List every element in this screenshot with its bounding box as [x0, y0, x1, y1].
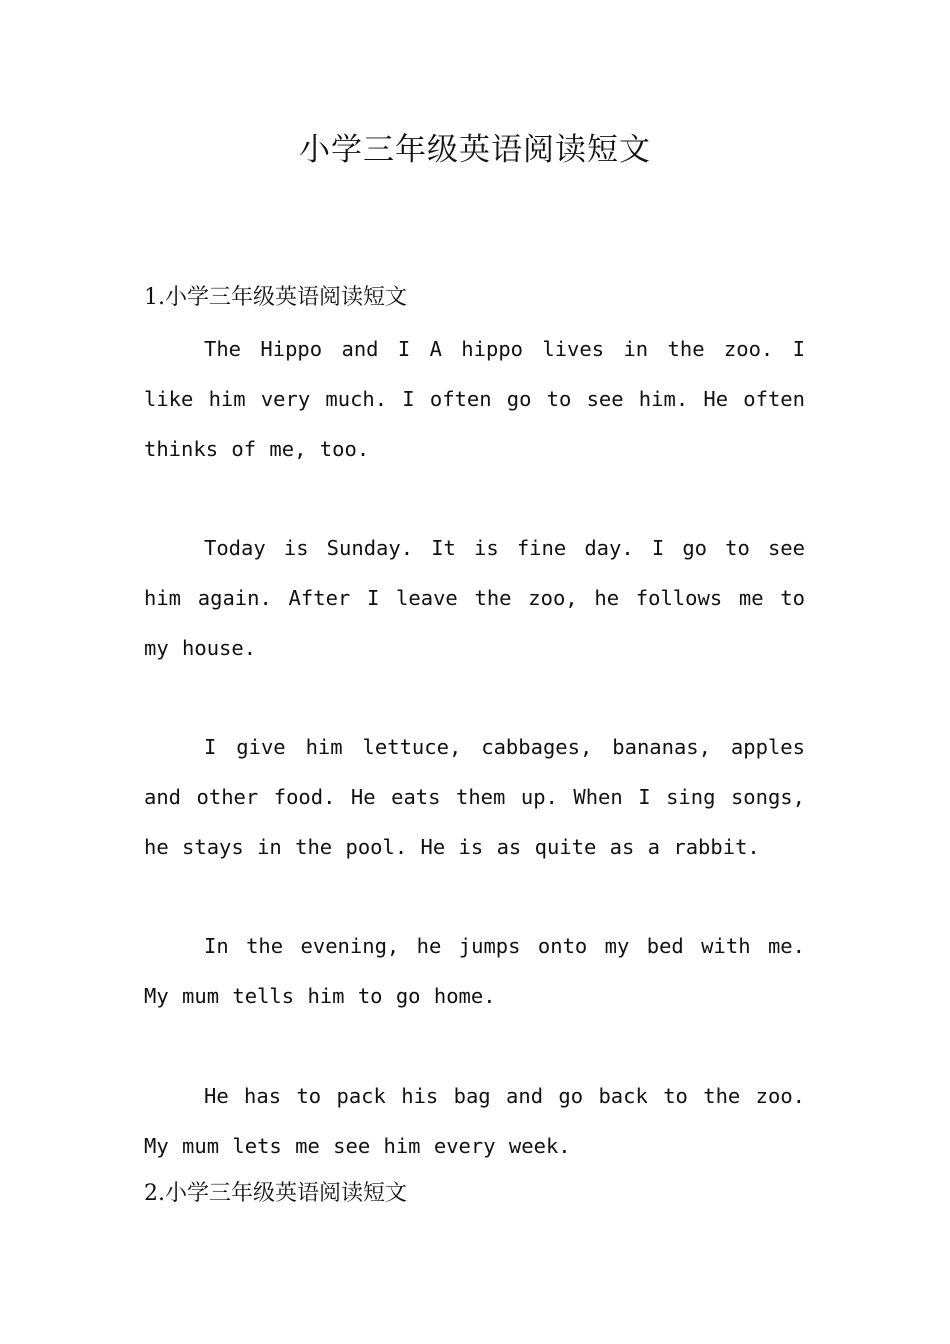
- section-heading-2: 2.小学三年级英语阅读短文: [144, 1181, 407, 1206]
- paragraph-5: He has to pack his bag and go back to the zoo. My mum lets me see him every week.: [144, 1084, 805, 1158]
- page-title: 小学三年级英语阅读短文: [299, 132, 651, 168]
- section-heading-1: 1.小学三年级英语阅读短文: [144, 285, 407, 310]
- paragraph-3: I give him lettuce, cabbages, bananas, apples and other food. He eats them up. When I sing songs, he stays in the pool. He is as quite as a rabbit.: [144, 735, 805, 859]
- paragraph-2: Today is Sunday. It is fine day. I go to see him again. After I leave the zoo, he follows me to my house.: [144, 536, 805, 660]
- paragraph-4: In the evening, he jumps onto my bed with me. My mum tells him to go home.: [144, 934, 805, 1008]
- paragraph-1: The Hippo and I A hippo lives in the zoo. I like him very much. I often go to see him. He often thinks of me, too.: [144, 337, 805, 461]
